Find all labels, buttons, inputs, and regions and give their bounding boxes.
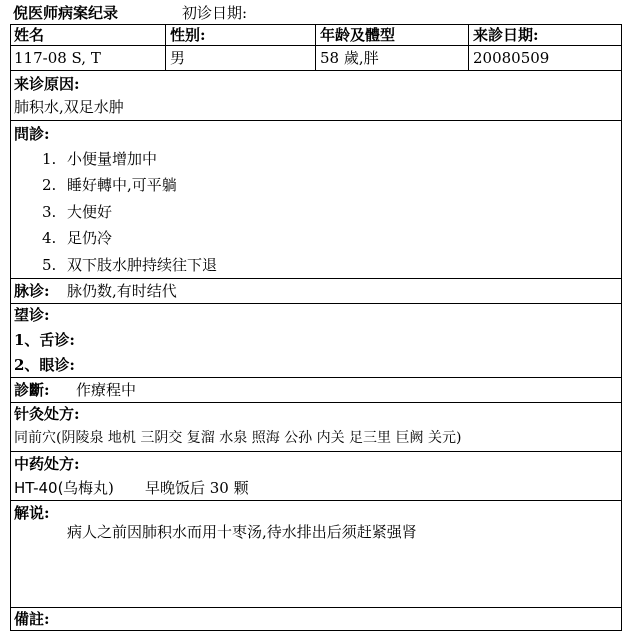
column-divider xyxy=(315,24,316,70)
divider xyxy=(10,278,622,279)
sex-header: 性别: xyxy=(170,26,206,44)
patient-id-value: 117-08 S, T xyxy=(14,49,101,67)
diagnosis-label: 診斷: xyxy=(14,381,50,399)
inquiry-item-number: 3. xyxy=(42,203,57,221)
divider xyxy=(10,607,622,608)
inquiry-item-text: 小便量增加中 xyxy=(67,150,158,168)
visit-date-header: 来診日期: xyxy=(473,26,539,44)
acupuncture-points-text: 同前穴(阴陵泉 地机 三阴交 复溜 水泉 照海 公孙 内关 足三里 巨阙 关元) xyxy=(14,430,462,446)
divider xyxy=(10,500,622,501)
name-header: 姓名 xyxy=(14,26,45,44)
reason-text: 肺积水,双足水肿 xyxy=(14,98,124,116)
inquiry-item-number: 2. xyxy=(42,176,57,194)
acupuncture-label: 针灸处方: xyxy=(14,405,80,423)
divider xyxy=(10,630,622,631)
explanation-label: 解说: xyxy=(14,504,50,522)
herbal-prescription-label: 中药处方: xyxy=(14,455,80,473)
inquiry-item-number: 4. xyxy=(42,229,57,247)
visit-date-value: 20080509 xyxy=(473,49,550,67)
right-border xyxy=(621,24,622,631)
inquiry-item-text: 足仍冷 xyxy=(67,229,113,247)
herbal-dosage: 早晚饭后 30 颗 xyxy=(145,479,249,497)
explanation-text: 病人之前因肺积水而用十枣汤,待水排出后须赶紧强肾 xyxy=(67,523,417,541)
pulse-text: 脉仍数,有时结代 xyxy=(67,282,177,300)
age-value: 58 歲,胖 xyxy=(320,49,379,67)
herbal-formula-name: 乌梅丸) xyxy=(63,479,114,497)
inquiry-item-text: 睡好轉中,可平躺 xyxy=(67,176,177,194)
divider xyxy=(10,70,622,71)
reason-label: 来诊原因: xyxy=(14,75,80,93)
age-header: 年龄及體型 xyxy=(320,26,396,44)
inquiry-item-text: 双下肢水肿持续往下退 xyxy=(67,256,218,274)
sex-value: 男 xyxy=(170,49,186,67)
divider xyxy=(10,120,622,121)
inquiry-item-number: 5. xyxy=(42,256,57,274)
inquiry-item-number: 1. xyxy=(42,150,57,168)
diagnosis-text: 作療程中 xyxy=(76,381,137,399)
record-title: 倪医师病案纪录 xyxy=(13,4,119,22)
inquiry-item-text: 大便好 xyxy=(67,203,113,221)
eye-diagnosis-label: 2、眼诊: xyxy=(14,356,75,374)
column-divider xyxy=(468,24,469,70)
divider xyxy=(10,24,622,25)
divider xyxy=(10,45,622,46)
pulse-label: 脉诊: xyxy=(14,282,50,300)
inquiry-label: 問診: xyxy=(14,125,50,143)
remarks-label: 備註: xyxy=(14,610,50,628)
observation-label: 望诊: xyxy=(14,306,50,324)
left-border xyxy=(10,24,11,631)
divider xyxy=(10,402,622,403)
herbal-code: HT-40( xyxy=(14,479,64,497)
divider xyxy=(10,303,622,304)
tongue-diagnosis-label: 1、舌诊: xyxy=(14,331,75,349)
column-divider xyxy=(165,24,166,70)
divider xyxy=(10,451,622,452)
first-visit-date-label: 初诊日期: xyxy=(182,4,248,22)
divider xyxy=(10,377,622,378)
